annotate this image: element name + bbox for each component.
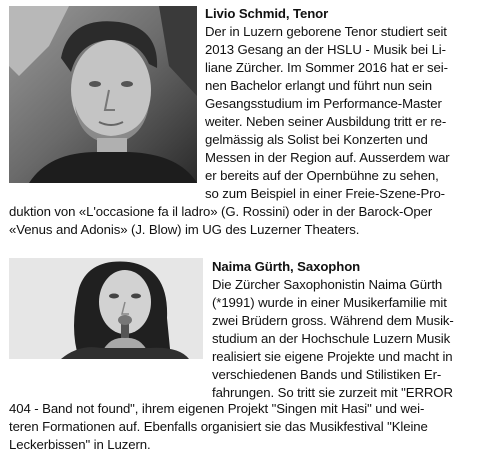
bio-line: Der in Luzern geborene Tenor studiert seit	[205, 24, 447, 39]
bio-line: studium an der Hochschule Luzern Musik	[212, 331, 451, 346]
bio-line: er bereits auf der Opernbühne zu sehen,	[205, 168, 439, 183]
bio-line: zwei Brüdern gross. Während dem Musik-	[212, 313, 454, 328]
bio-line: gelmässig als Solist bei Konzerten und	[205, 132, 428, 147]
portrait-photo-naima-guerth	[9, 258, 203, 359]
bio-line: duktion von «L'occasione fa il ladro» (G. Rossini) oder in der Barock-Oper	[9, 204, 433, 219]
bio-line: weiter. Neben seiner Ausbildung tritt er re-	[205, 114, 447, 129]
bio-line: Leckerbissen" in Luzern.	[9, 437, 151, 452]
bio-line: Messen in der Region auf. Ausserdem war	[205, 150, 450, 165]
bio-line: Gesangsstudium im Performance-Master	[205, 96, 442, 111]
bio-line: nen Bachelor erlangt und führt nun sein	[205, 78, 433, 93]
bio-line: Die Zürcher Saxophonistin Naima Gürth	[212, 277, 443, 292]
bio-line: 2013 Gesang an der HSLU - Musik bei Li-	[205, 42, 446, 57]
bio-line: verschiedenen Bands und Stilistiken Er-	[212, 367, 442, 382]
performer-name: Naima Gürth, Saxophon	[212, 259, 361, 274]
bio-line: fahrungen. So tritt sie zurzeit mit "ERROR	[212, 385, 453, 400]
bio-line: (*1991) wurde in einer Musikerfamilie mit	[212, 295, 447, 310]
bio-line: 404 - Band not found", ihrem eigenen Projekt "Singen mit Hasi" und wei-	[9, 401, 425, 416]
portrait-photo-livio-schmid	[9, 6, 197, 183]
bio-line: realisiert sie eigene Projekte und macht in	[212, 349, 453, 364]
performer-name: Livio Schmid, Tenor	[205, 6, 329, 21]
bio-line: teren Formationen auf. Ebenfalls organisiert sie das Musikfestival "Kleine	[9, 419, 428, 434]
bio-line: «Venus and Adonis» (J. Blow) im UG des Luzerner Theaters.	[9, 222, 360, 237]
bio-line: so zum Beispiel in einer Freie-Szene-Pro-	[205, 186, 445, 201]
bio-line: liane Zürcher. Im Sommer 2016 hat er sei-	[205, 60, 448, 75]
